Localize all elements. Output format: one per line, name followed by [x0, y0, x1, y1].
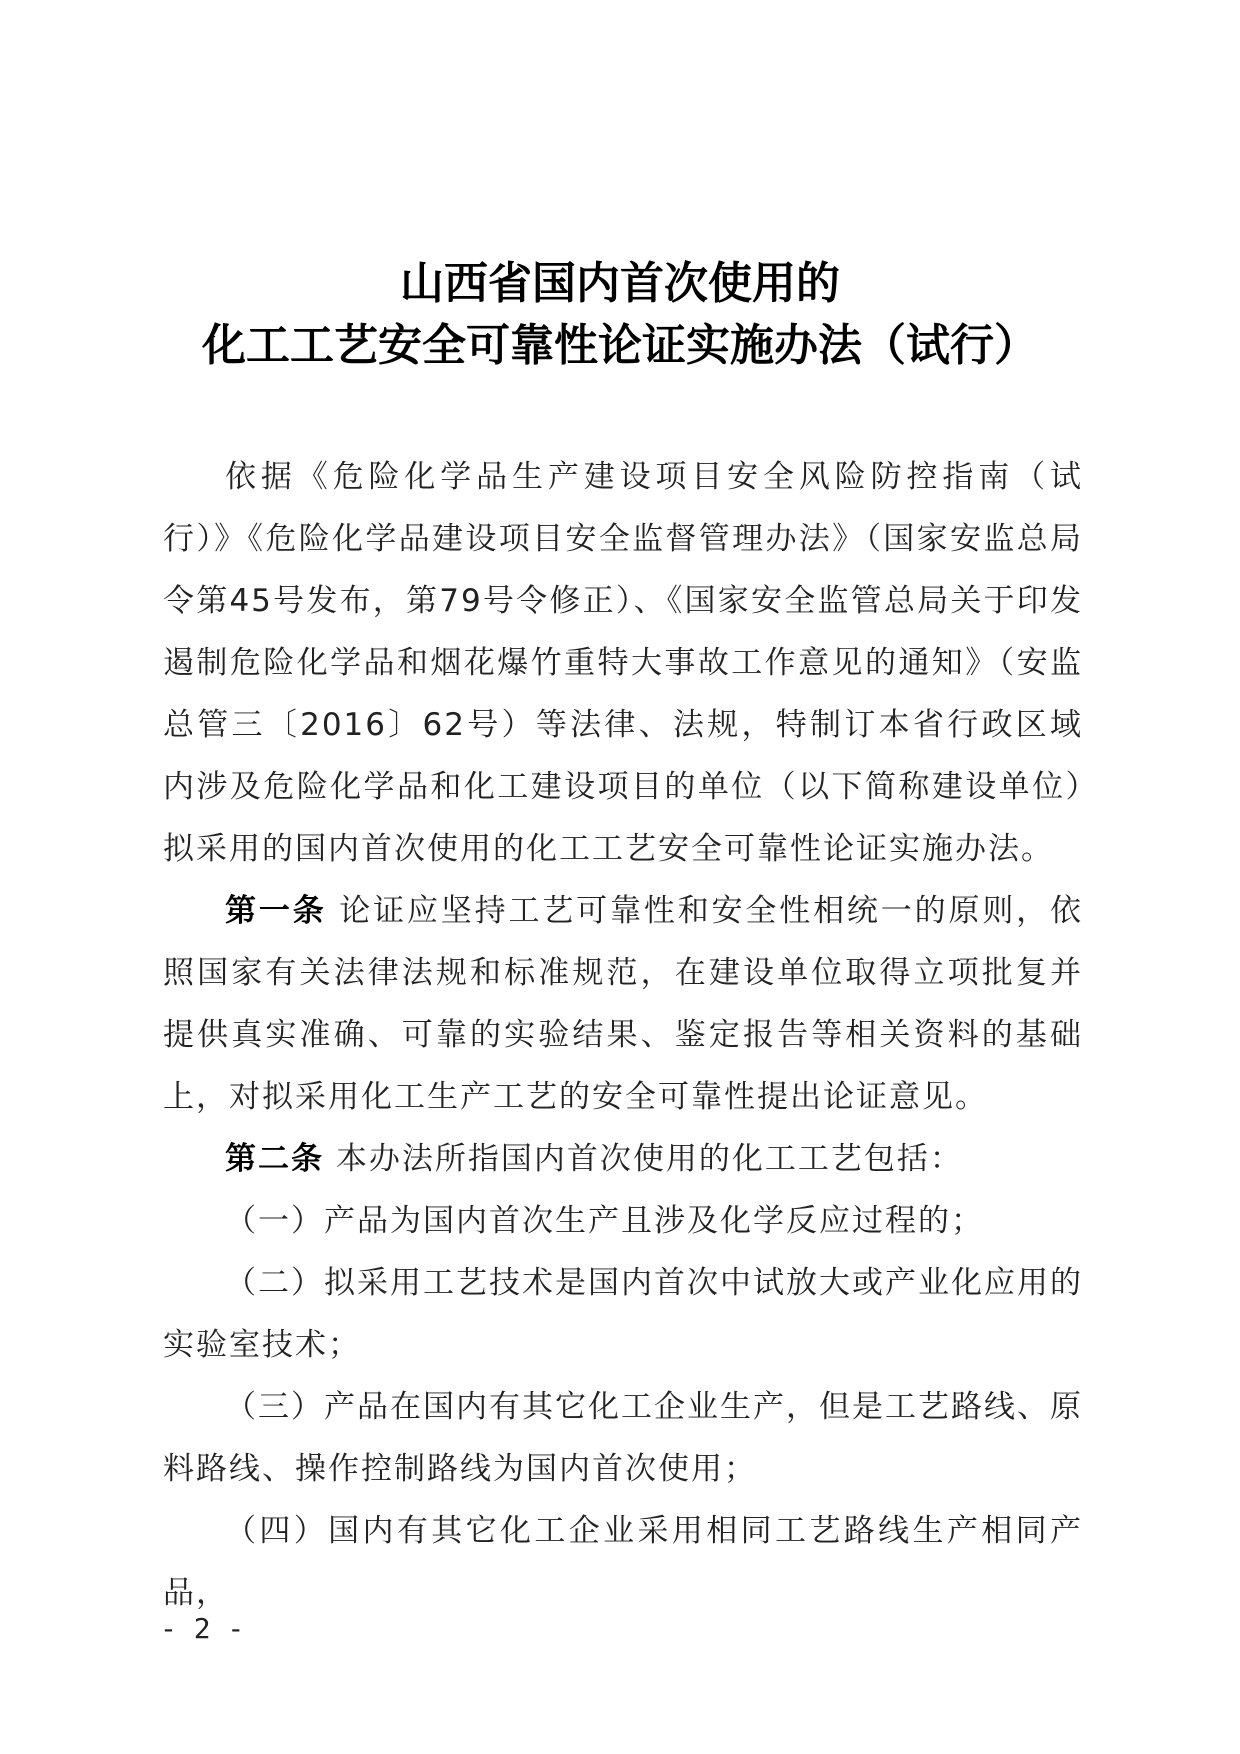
article-1-text: 论证应坚持工艺可靠性和安全性相统一的原则，依照国家有关法律法规和标准规范，在建设单位取得立项批复并提供真实准确、可靠的实验结果、鉴定报告等相关资料的基础上，对拟采用化工生产工艺的安全可靠性提出论证意见。: [163, 893, 1084, 1115]
article-2-lead: 第二条: [225, 1141, 324, 1177]
article-2-paragraph: [163, 1128, 1083, 1190]
document-title-line-1: 山西省国内首次使用的: [400, 258, 840, 309]
list-item: （一）产品为国内首次生产且涉及化学反应过程的；: [225, 1203, 984, 1239]
article-1-lead: 第一条: [225, 893, 327, 929]
list-item: （三）产品在国内有其它化工企业生产，但是工艺路线、原料路线、操作控制路线为国内首次使用；: [163, 1389, 1083, 1487]
list-item: （二）拟采用工艺技术是国内首次中试放大或产业化应用的实验室技术；: [163, 1265, 1083, 1363]
intro-paragraph: 依据《危险化学品生产建设项目安全风险防控指南（试行）》《危险化学品建设项目安全监督管理办法》（国家安监总局令第45号发布，第79号令修正）、《国家安全监管总局关于印发遏制危险化学品和烟花爆竹重特大事故工作意见的通知》（安监总管三〔2016〕62号）等法律、法规，特制订本省行政区域内涉及危险化学品和化工建设项目的单位（以下简称建设单位）拟采用的国内首次使用的化工工艺安全可靠性论证实施办法。: [163, 459, 1083, 867]
list-item: （四）国内有其它化工企业采用相同工艺路线生产相同产品，: [163, 1513, 1083, 1611]
page-number: - 2 -: [160, 1612, 245, 1645]
article-1-paragraph: [163, 880, 1083, 1128]
document-body: [163, 446, 1083, 1624]
article-2-text: 本办法所指国内首次使用的化工工艺包括：: [335, 1141, 963, 1177]
document-title-line-2: 化工工艺安全可靠性论证实施办法（试行）: [202, 320, 1038, 371]
